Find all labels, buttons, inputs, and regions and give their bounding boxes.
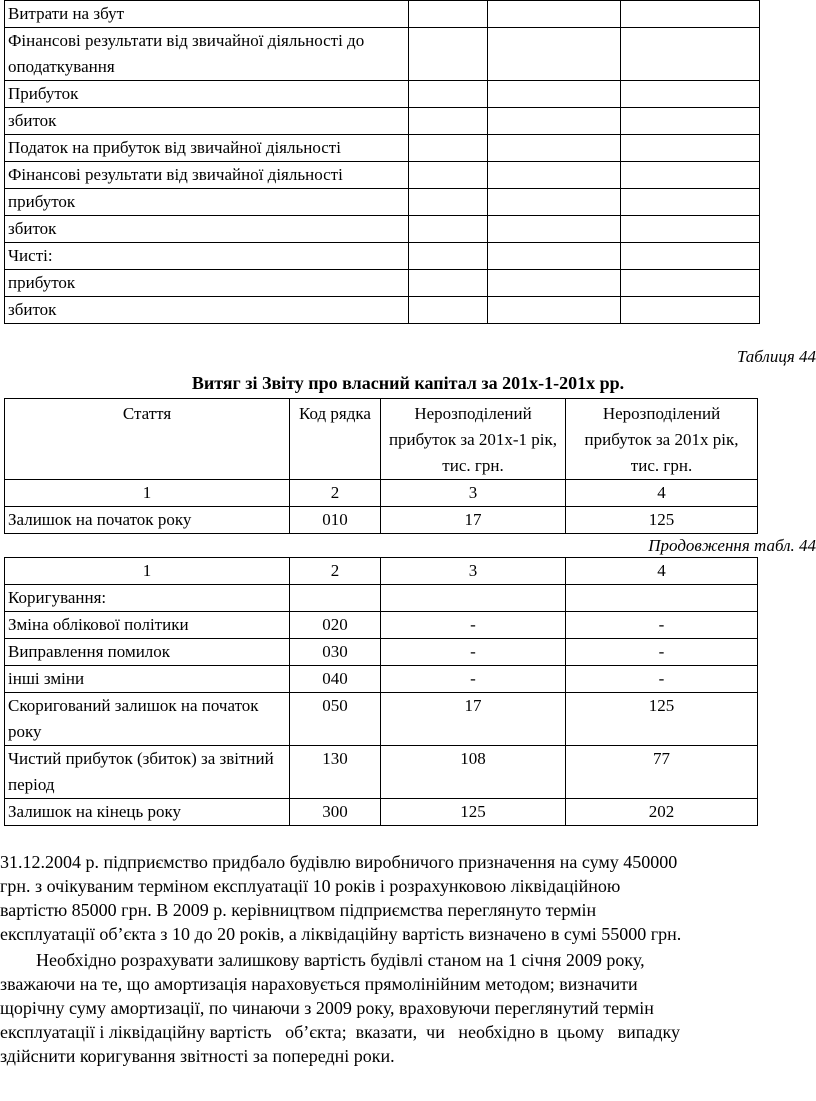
empty-cell [488,135,621,162]
text-line: експлуатації і ліквідаційну вартість об’єкта; вказати, чи необхідно в цьому випадку [0,1022,681,1042]
empty-cell [488,243,621,270]
row-prev: 108 [381,746,566,799]
row-label: збиток [5,297,409,324]
row-code: 050 [290,693,381,746]
row-label: Чисті: [5,243,409,270]
row-prev: - [381,666,566,693]
empty-cell [621,81,760,108]
row-label: Фінансові результати від звичайної діяльності [5,162,409,189]
row-curr: 77 [566,746,758,799]
empty-cell [409,270,488,297]
row-curr: 125 [566,507,758,534]
row-label: прибуток [5,270,409,297]
col-number: 3 [381,480,566,507]
empty-cell [621,270,760,297]
table-row [5,270,760,297]
table-row [5,81,760,108]
empty-cell [409,162,488,189]
table-row [5,108,760,135]
col-number: 3 [381,558,566,585]
table-row [5,243,760,270]
table-row [5,135,760,162]
task-paragraph-1 [0,850,816,946]
empty-cell [409,1,488,28]
table-row [5,216,760,243]
empty-cell [488,108,621,135]
col-number: 2 [290,558,381,585]
col-number: 4 [566,480,758,507]
equity-statement-table [4,398,758,534]
row-prev: 17 [381,693,566,746]
table-header-row [5,399,758,480]
empty-cell [621,243,760,270]
empty-cell [409,243,488,270]
row-curr: - [566,666,758,693]
row-prev: - [381,612,566,639]
row-item: інші зміни [5,666,290,693]
table-row [5,1,760,28]
text-line: грн. з очікуваним терміном експлуатації 10 років і розрахунковою ліквідаційною [0,876,621,896]
empty-cell [488,189,621,216]
empty-cell [409,135,488,162]
row-item: Виправлення помилок [5,639,290,666]
row-code: 030 [290,639,381,666]
header-prev-year: Нерозподілений прибуток за 201х-1 рік, тис. грн. [381,399,566,480]
task-paragraph-2 [0,948,816,1068]
table-row [5,297,760,324]
text-line: зважаючи на те, що амортизація нараховується прямолінійним методом; визначити [0,974,638,994]
row-curr [566,585,758,612]
col-number: 2 [290,480,381,507]
empty-cell [621,28,760,81]
table-row [5,162,760,189]
empty-cell [621,1,760,28]
header-code: Код рядка [290,399,381,480]
table-row [5,507,758,534]
empty-cell [621,189,760,216]
row-item: Чистий прибуток (збиток) за звітний період [5,746,290,799]
row-label: Прибуток [5,81,409,108]
text-line: Необхідно розрахувати залишкову вартість будівлі станом на 1 січня 2009 року, [0,950,645,970]
empty-cell [488,81,621,108]
empty-cell [409,216,488,243]
text-line: вартістю 85000 грн. В 2009 р. керівництвом підприємства переглянуто термін [0,900,597,920]
row-code: 040 [290,666,381,693]
row-curr: - [566,639,758,666]
row-code [290,585,381,612]
row-label: Фінансові результати від звичайної діяльності до оподаткування [5,28,409,81]
row-code: 300 [290,799,381,826]
empty-cell [488,297,621,324]
table-row [5,693,758,746]
text-line: здійснити коригування звітності за попередні роки. [0,1046,395,1066]
row-item: Залишок на початок року [5,507,290,534]
empty-cell [621,108,760,135]
col-number: 4 [566,558,758,585]
empty-cell [621,216,760,243]
empty-cell [409,189,488,216]
header-curr-year: Нерозподілений прибуток за 201х рік, тис. грн. [566,399,758,480]
table-row [5,639,758,666]
continuation-label: Продовження табл. 44 [648,536,816,555]
row-item: Коригування: [5,585,290,612]
empty-cell [409,81,488,108]
row-curr: 125 [566,693,758,746]
text-line: експлуатації об’єкта з 10 до 20 років, а ліквідаційну вартість визначено в сумі 55000 грн. [0,924,682,944]
row-code: 010 [290,507,381,534]
row-item: Залишок на кінець року [5,799,290,826]
empty-cell [409,28,488,81]
empty-cell [488,1,621,28]
row-label: Податок на прибуток від звичайної діяльності [5,135,409,162]
table-row [5,746,758,799]
text-line: 31.12.2004 р. підприємство придбало будівлю виробничого призначення на суму 450000 [0,852,678,872]
row-code: 130 [290,746,381,799]
empty-cell [621,162,760,189]
empty-cell [488,270,621,297]
row-prev [381,585,566,612]
row-code: 020 [290,612,381,639]
row-label: Витрати на збут [5,1,409,28]
row-curr: - [566,612,758,639]
row-prev: 125 [381,799,566,826]
row-prev: 17 [381,507,566,534]
table-row [5,799,758,826]
row-curr: 202 [566,799,758,826]
equity-statement-table-continued [4,557,758,826]
table-row [5,585,758,612]
row-item: Скоригований залишок на початок року [5,693,290,746]
empty-cell [488,162,621,189]
row-prev: - [381,639,566,666]
column-number-row [5,480,758,507]
text-line: щорічну суму амортизації, по чинаючи з 2009 року, враховуючи переглянутий термін [0,998,654,1018]
empty-cell [488,28,621,81]
table-title: Витяг зі Звіту про власний капітал за 201х-1-201х рр. [191,373,625,393]
col-number: 1 [5,480,290,507]
empty-cell [488,216,621,243]
column-number-row [5,558,758,585]
header-item: Стаття [5,399,290,480]
financial-results-table [4,0,760,324]
row-label: збиток [5,108,409,135]
table-row [5,612,758,639]
col-number: 1 [5,558,290,585]
empty-cell [409,297,488,324]
row-label: збиток [5,216,409,243]
empty-cell [409,108,488,135]
row-item: Зміна облікової політики [5,612,290,639]
empty-cell [621,135,760,162]
table-row [5,28,760,81]
table-number-label: Таблиця 44 [736,347,816,366]
table-row [5,189,760,216]
row-label: прибуток [5,189,409,216]
table-row [5,666,758,693]
empty-cell [621,297,760,324]
